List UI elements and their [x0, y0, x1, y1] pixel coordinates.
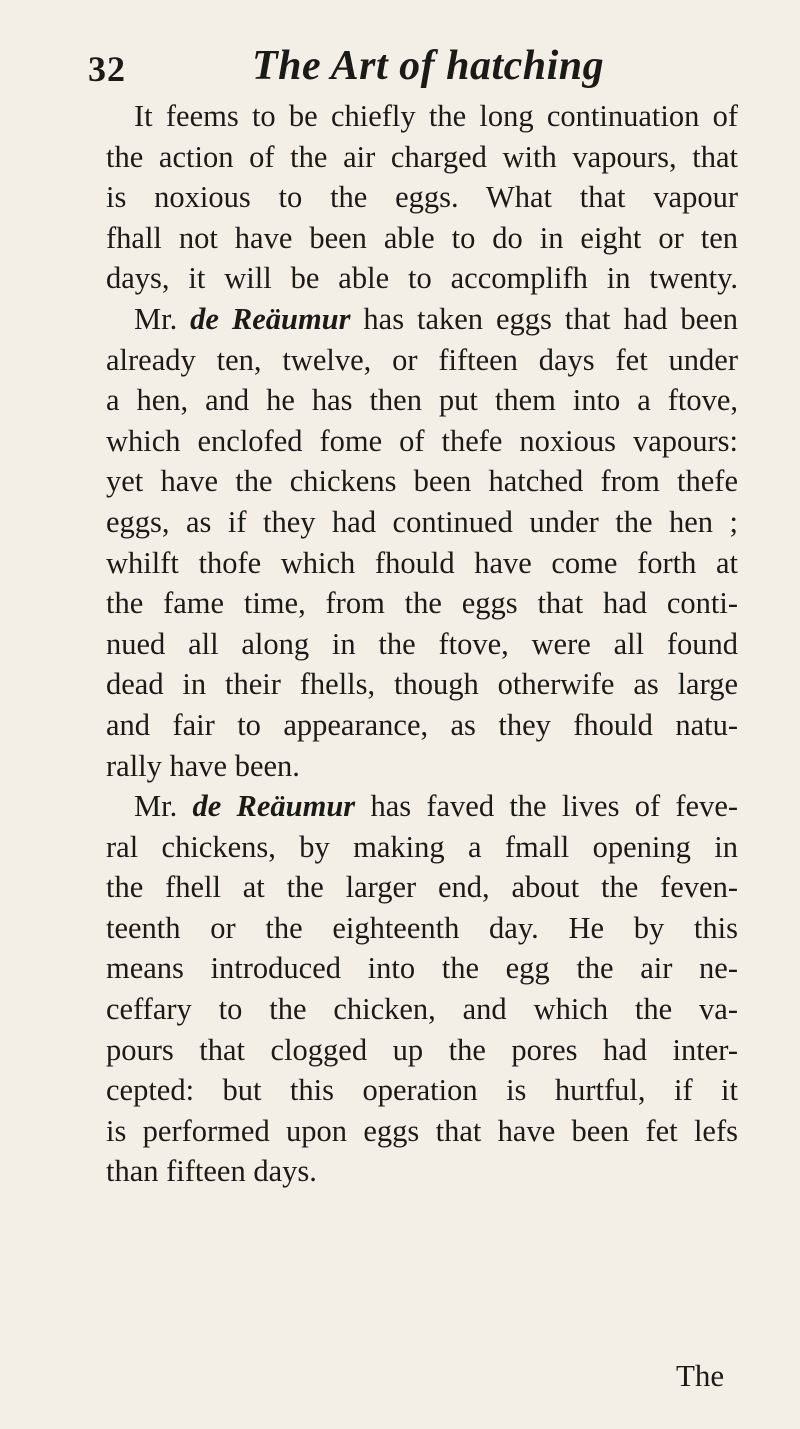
text-line: the action of the air charged with vapours, that	[106, 139, 738, 174]
text-line: ral chickens, by making a fmall opening in	[106, 829, 738, 864]
text-line: already ten, twelve, or fifteen days fet under	[106, 342, 738, 377]
text-line: fhall not have been able to do in eight or ten	[106, 220, 738, 255]
text-line: days, it will be able to accomplifh in twenty.	[106, 261, 738, 296]
text-line: and fair to appearance, as they fhould natu-	[106, 707, 738, 742]
text-line: than fifteen days.	[106, 1154, 317, 1189]
text-line: teenth or the eighteenth day. He by this	[106, 910, 738, 945]
text-line: ceffary to the chicken, and which the va-	[106, 992, 738, 1027]
text-line: Mr. de Reäumur has faved the lives of feve-	[134, 789, 739, 824]
text-line: rally have been.	[106, 748, 300, 783]
text-line: cepted: but this operation is hurtful, if it	[106, 1073, 738, 1108]
body-text	[106, 96, 738, 1192]
text-line: is noxious to the eggs. What that vapour	[106, 180, 738, 215]
text-line: which enclofed fome of thefe noxious vapours:	[106, 423, 738, 458]
running-title: The Art of hatching	[252, 43, 605, 89]
text-line: yet have the chickens been hatched from thefe	[106, 464, 738, 499]
catchword: The	[676, 1358, 725, 1393]
text-line: whilft thofe which fhould have come forth at	[106, 545, 738, 580]
text-line: a hen, and he has then put them into a ftove,	[106, 383, 738, 418]
author-name: de Reäumur	[192, 789, 356, 824]
text-line: is performed upon eggs that have been fet lefs	[106, 1113, 738, 1148]
text-line: means introduced into the egg the air ne-	[106, 951, 738, 986]
text-line: Mr. de Reäumur has taken eggs that had been	[134, 301, 738, 336]
running-head	[88, 40, 708, 100]
text-line: the fhell at the larger end, about the feven-	[106, 870, 738, 905]
text-line: pours that clogged up the pores had inter-	[106, 1032, 738, 1067]
page-number: 32	[88, 49, 126, 89]
author-name: de Reäumur	[190, 301, 351, 336]
text-line: dead in their fhells, though otherwife as large	[106, 667, 738, 702]
text-line: nued all along in the ftove, were all found	[106, 626, 738, 661]
text-line: It feems to be chiefly the long continuation of	[134, 99, 738, 133]
text-line: the fame time, from the eggs that had conti-	[106, 586, 738, 621]
text-line: eggs, as if they had continued under the hen ;	[106, 504, 738, 539]
